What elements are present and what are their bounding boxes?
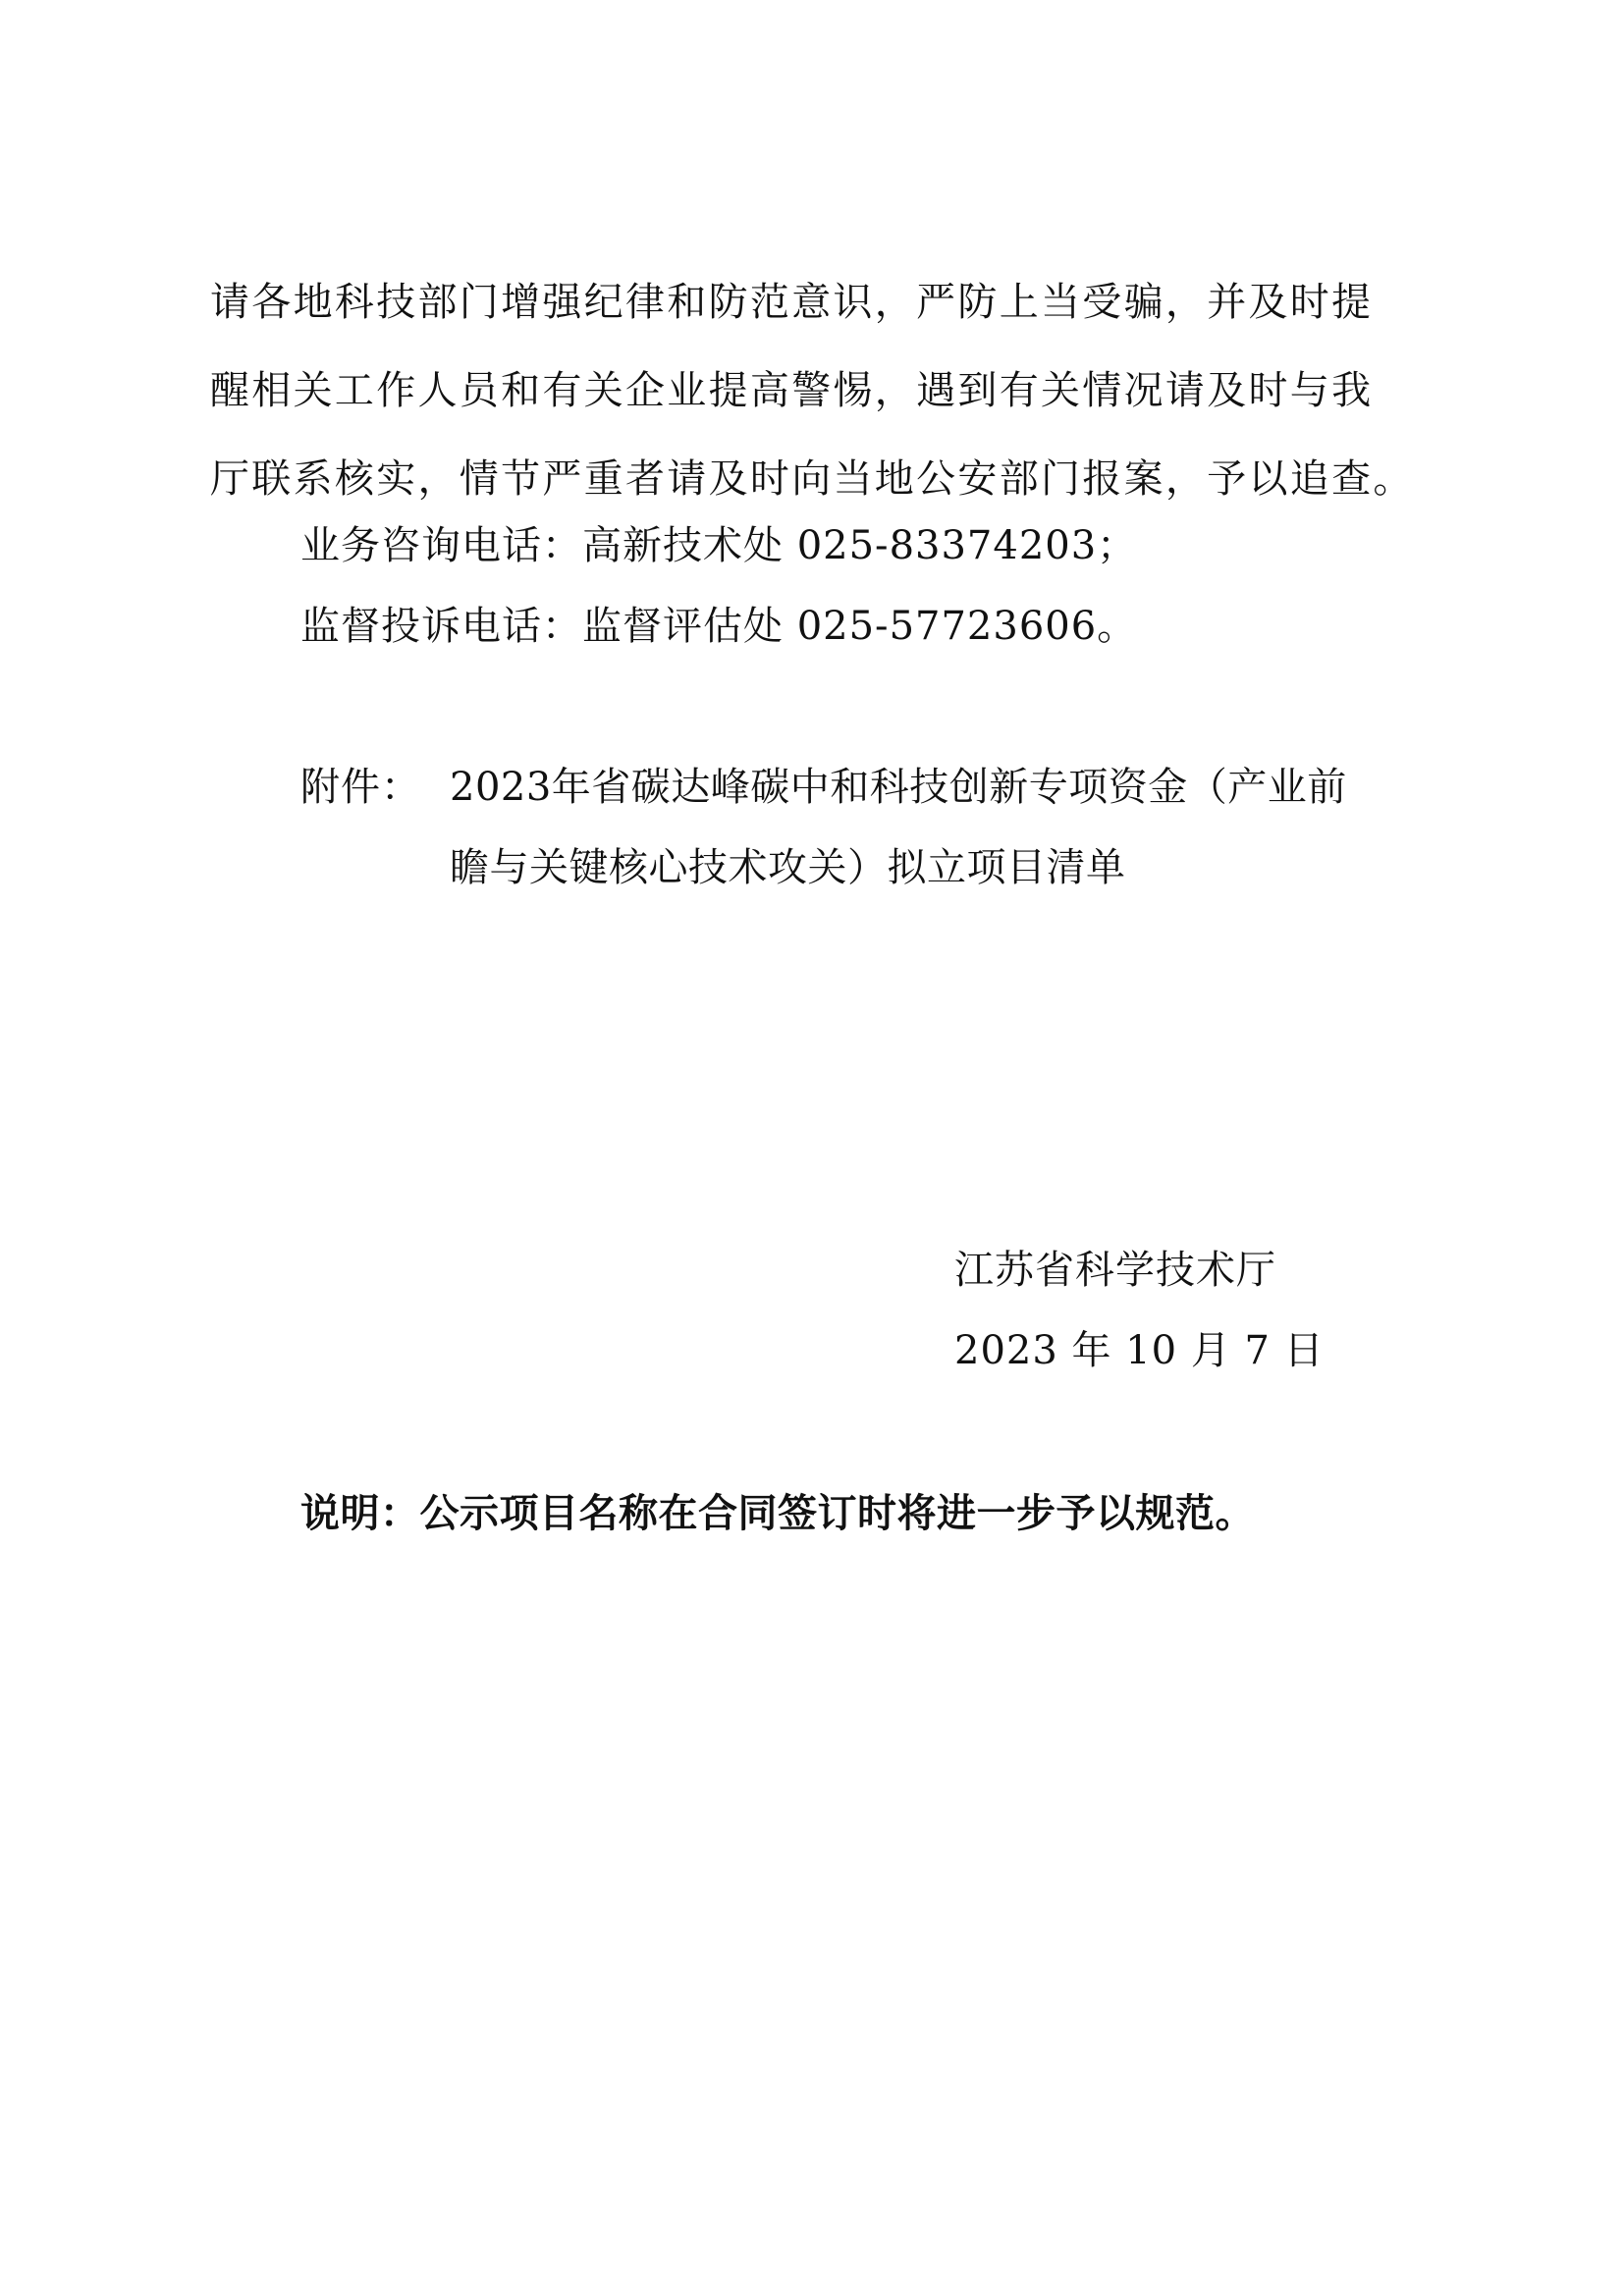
paragraph-line-2: 醒相关工作人员和有关企业提高警惕，遇到有关情况请及时与我 — [210, 368, 1374, 413]
complaint-phone-line: 监督投诉电话：监督评估处 025-57723606。 — [300, 604, 1138, 649]
signature-org: 江苏省科学技术厅 — [954, 1248, 1276, 1293]
signature-date: 2023 年 10 月 7 日 — [954, 1328, 1325, 1373]
attachment-title-line-1: 2023年省碳达峰碳中和科技创新专项资金（产业前 — [450, 765, 1347, 810]
attachment-label: 附件： — [300, 765, 421, 810]
consult-phone-line: 业务咨询电话：高新技术处 025-83374203； — [300, 523, 1138, 568]
note-text: 说明：公示项目名称在合同签订时将进一步予以规范。 — [300, 1491, 1255, 1536]
paragraph-line-3: 厅联系核实，情节严重者请及时向当地公安部门报案，予以追查。 — [210, 456, 1415, 502]
attachment-title-line-2: 瞻与关键核心技术攻关）拟立项目清单 — [450, 845, 1126, 890]
paragraph-line-1: 请各地科技部门增强纪律和防范意识，严防上当受骗，并及时提 — [210, 280, 1374, 325]
